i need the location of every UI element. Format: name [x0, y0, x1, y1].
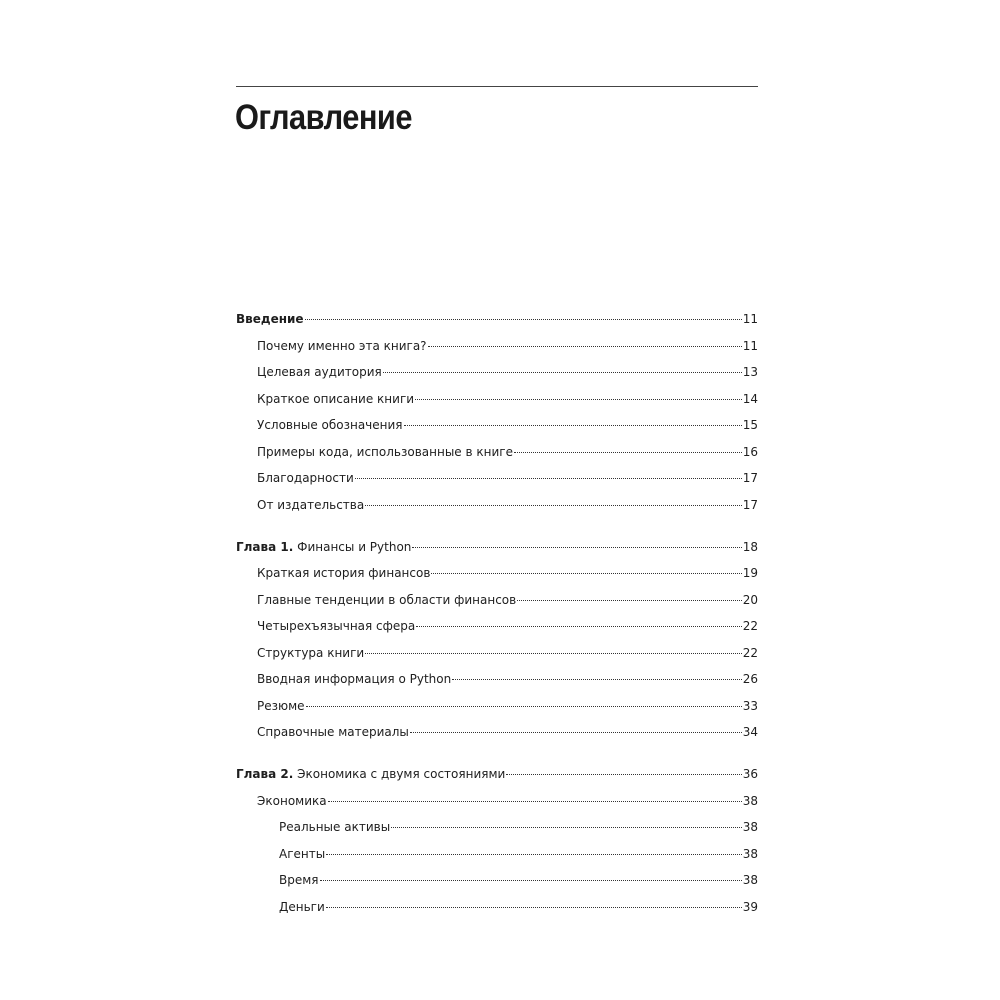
dot-leader — [431, 573, 741, 574]
toc-entry-text: Главные тенденции в области финансов — [257, 592, 517, 607]
dot-leader — [328, 801, 742, 802]
toc-section-entry[interactable] — [236, 359, 758, 386]
toc-page-number: 38 — [742, 846, 758, 861]
toc-section-entry[interactable] — [236, 666, 758, 693]
toc-page-number: 17 — [742, 471, 758, 485]
toc-page-number: 33 — [742, 698, 758, 713]
dot-leader — [355, 478, 742, 479]
toc-entry-title — [236, 761, 505, 788]
toc-page-number: 14 — [742, 391, 758, 406]
toc-entry-title — [257, 640, 364, 667]
section-gap — [236, 746, 758, 762]
toc-entry-title — [279, 867, 319, 894]
toc-chapter-entry[interactable] — [236, 534, 758, 561]
toc-entry-title — [257, 333, 427, 360]
toc-entry-title — [279, 841, 325, 868]
page-title: Оглавление — [235, 98, 412, 137]
toc-entry-title — [257, 560, 430, 587]
toc-entry-title — [257, 666, 451, 693]
toc-page-number: 16 — [742, 444, 758, 459]
toc-entry-title — [257, 587, 516, 614]
dot-leader — [517, 600, 741, 601]
toc-entry-title — [257, 412, 403, 439]
toc-entry-text: Реальные активы — [279, 820, 391, 834]
toc-entry-text: Агенты — [279, 846, 326, 861]
toc-section-entry[interactable] — [236, 587, 758, 614]
toc-section-entry[interactable] — [236, 412, 758, 439]
toc-section-entry[interactable] — [236, 439, 758, 466]
toc-entry-title — [257, 492, 364, 519]
toc-page-number: 18 — [742, 539, 758, 554]
toc-entry-title — [236, 306, 304, 333]
toc-entry-title — [257, 359, 382, 386]
toc-page-number: 39 — [742, 899, 758, 914]
toc-entry-bold-prefix: Глава 1. — [236, 539, 294, 554]
toc-entry-text: Резюме — [257, 698, 305, 713]
toc-entry-bold-prefix: Введение — [236, 312, 304, 326]
toc-page-number: 38 — [742, 873, 758, 887]
toc-page-number: 15 — [742, 418, 758, 432]
toc-entry-text: Время — [279, 873, 319, 887]
toc-page-number: 26 — [742, 672, 758, 686]
toc-section-entry[interactable] — [236, 492, 758, 519]
toc-entry-text: Целевая аудитория — [257, 365, 382, 379]
toc-entry-title — [257, 439, 513, 466]
dot-leader — [428, 346, 742, 347]
toc-entry-text: Краткая история финансов — [257, 566, 431, 580]
toc-section-entry[interactable] — [236, 867, 758, 894]
toc-section-entry[interactable] — [236, 613, 758, 640]
toc-section-entry[interactable] — [236, 333, 758, 360]
toc-entry-text: Благодарности — [257, 471, 354, 485]
toc-section-entry[interactable] — [236, 719, 758, 746]
section-gap — [236, 518, 758, 534]
toc-entry-title — [257, 719, 409, 746]
toc-entry-text: Примеры кода, использованные в книге — [257, 444, 513, 459]
dot-leader — [305, 319, 742, 320]
toc-entry-title — [279, 814, 390, 841]
toc-entry-title — [257, 613, 415, 640]
dot-leader — [365, 505, 742, 506]
toc-entry-text: Четырехъязычная сфера — [257, 619, 416, 633]
toc-section-entry[interactable] — [236, 814, 758, 841]
toc-chapter-entry[interactable] — [236, 761, 758, 788]
dot-leader — [506, 774, 741, 775]
toc-page-number: 11 — [742, 312, 758, 326]
toc-page-number: 19 — [742, 566, 758, 580]
dot-leader — [415, 399, 742, 400]
toc-entry-title — [257, 386, 414, 413]
toc-entry-text: От издательства — [257, 497, 365, 512]
toc-page-number: 20 — [742, 592, 758, 607]
dot-leader — [452, 679, 742, 680]
toc-page-number: 38 — [742, 820, 758, 834]
toc-entry-text: Условные обозначения — [257, 418, 403, 432]
toc-section-entry[interactable] — [236, 788, 758, 815]
toc-entry-title — [257, 465, 354, 492]
toc-chapter-entry[interactable] — [236, 306, 758, 333]
toc-entry-text: Вводная информация о Python — [257, 672, 452, 686]
toc-entry-bold-prefix: Глава 2. — [236, 767, 294, 781]
toc-section-entry[interactable] — [236, 841, 758, 868]
toc-entry-title — [279, 894, 325, 921]
table-of-contents — [236, 306, 758, 920]
dot-leader — [514, 452, 742, 453]
toc-entry-text: Деньги — [279, 899, 325, 914]
toc-section-entry[interactable] — [236, 693, 758, 720]
toc-page-number: 17 — [742, 497, 758, 512]
toc-section-entry[interactable] — [236, 640, 758, 667]
toc-page-number: 34 — [742, 725, 758, 739]
dot-leader — [383, 372, 742, 373]
dot-leader — [404, 425, 742, 426]
dot-leader — [412, 547, 741, 548]
dot-leader — [410, 732, 742, 733]
toc-page-number: 11 — [742, 338, 758, 353]
header-rule — [236, 86, 758, 87]
toc-page-number: 36 — [742, 767, 758, 781]
toc-entry-text: Структура книги — [257, 645, 365, 660]
toc-page-number: 38 — [742, 793, 758, 808]
toc-entry-text: Экономика с двумя состояниями — [293, 767, 506, 781]
toc-section-entry[interactable] — [236, 560, 758, 587]
dot-leader — [365, 653, 742, 654]
dot-leader — [320, 880, 742, 881]
dot-leader — [391, 827, 742, 828]
toc-entry-title — [236, 534, 411, 561]
dot-leader — [416, 626, 741, 627]
toc-entry-text: Финансы и Python — [293, 539, 412, 554]
toc-section-entry[interactable] — [236, 894, 758, 921]
toc-page-number: 22 — [742, 619, 758, 633]
toc-entry-text: Почему именно эта книга? — [257, 338, 427, 353]
toc-section-entry[interactable] — [236, 465, 758, 492]
toc-entry-text: Экономика — [257, 793, 327, 808]
toc-entry-title — [257, 788, 327, 815]
toc-entry-text: Справочные материалы — [257, 725, 409, 739]
toc-page-number: 22 — [742, 645, 758, 660]
toc-section-entry[interactable] — [236, 386, 758, 413]
toc-page-number: 13 — [742, 365, 758, 379]
toc-entry-text: Краткое описание книги — [257, 391, 415, 406]
dot-leader — [326, 907, 742, 908]
dot-leader — [306, 706, 742, 707]
toc-entry-title — [257, 693, 305, 720]
dot-leader — [326, 854, 742, 855]
